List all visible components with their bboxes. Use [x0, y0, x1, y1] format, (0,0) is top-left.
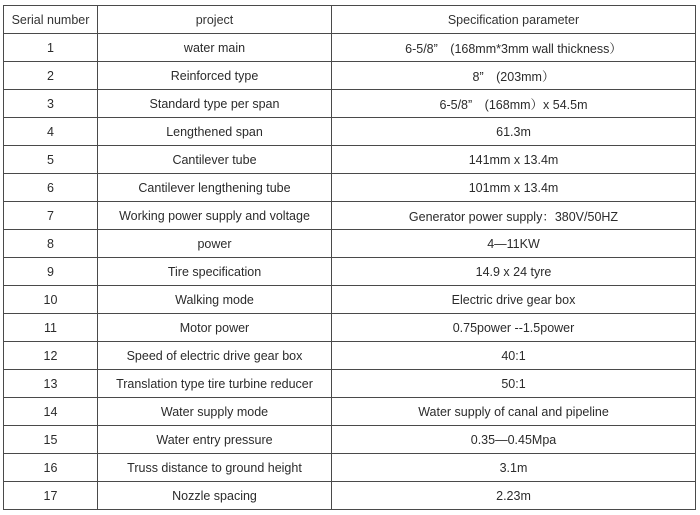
table-row [4, 34, 696, 62]
cell-specification: 6-5/8” (168mm*3mm wall thickness） [332, 34, 696, 62]
cell-project: Standard type per span [98, 90, 332, 118]
cell-specification: 3.1m [332, 454, 696, 482]
table-header [4, 6, 696, 34]
cell-project: Tire specification [98, 258, 332, 286]
cell-serial-number: 17 [4, 482, 98, 510]
cell-project: Cantilever lengthening tube [98, 174, 332, 202]
cell-project: Nozzle spacing [98, 482, 332, 510]
table-row [4, 90, 696, 118]
cell-specification: Generator power supply：380V/50HZ [332, 202, 696, 230]
table-row [4, 398, 696, 426]
cell-serial-number: 6 [4, 174, 98, 202]
header-row [4, 6, 696, 34]
cell-project: Lengthened span [98, 118, 332, 146]
cell-serial-number: 3 [4, 90, 98, 118]
table-row [4, 314, 696, 342]
cell-project: Walking mode [98, 286, 332, 314]
table-row [4, 62, 696, 90]
table-row [4, 286, 696, 314]
table-row [4, 426, 696, 454]
header-serial-number: Serial number [4, 6, 98, 34]
table-row [4, 118, 696, 146]
cell-specification: 14.9 x 24 tyre [332, 258, 696, 286]
table-row [4, 454, 696, 482]
cell-project: Translation type tire turbine reducer [98, 370, 332, 398]
header-specification-parameter: Specification parameter [332, 6, 696, 34]
table-row [4, 482, 696, 510]
cell-project: Speed of electric drive gear box [98, 342, 332, 370]
cell-serial-number: 8 [4, 230, 98, 258]
header-project: project [98, 6, 332, 34]
table-body [4, 34, 696, 510]
table-row [4, 342, 696, 370]
cell-specification: 141mm x 13.4m [332, 146, 696, 174]
cell-serial-number: 10 [4, 286, 98, 314]
cell-project: Truss distance to ground height [98, 454, 332, 482]
cell-specification: 6-5/8” (168mm）x 54.5m [332, 90, 696, 118]
cell-specification: Electric drive gear box [332, 286, 696, 314]
cell-serial-number: 9 [4, 258, 98, 286]
cell-project: Motor power [98, 314, 332, 342]
cell-serial-number: 13 [4, 370, 98, 398]
cell-specification: 40:1 [332, 342, 696, 370]
table-row [4, 258, 696, 286]
cell-serial-number: 14 [4, 398, 98, 426]
table-row [4, 202, 696, 230]
cell-specification: 8” (203mm） [332, 62, 696, 90]
cell-serial-number: 2 [4, 62, 98, 90]
cell-project: water main [98, 34, 332, 62]
cell-specification: 0.75power --1.5power [332, 314, 696, 342]
cell-serial-number: 5 [4, 146, 98, 174]
cell-project: Water supply mode [98, 398, 332, 426]
cell-serial-number: 7 [4, 202, 98, 230]
cell-serial-number: 15 [4, 426, 98, 454]
cell-serial-number: 12 [4, 342, 98, 370]
cell-specification: 101mm x 13.4m [332, 174, 696, 202]
cell-specification: 4—11KW [332, 230, 696, 258]
cell-serial-number: 11 [4, 314, 98, 342]
cell-specification: 61.3m [332, 118, 696, 146]
table-row [4, 230, 696, 258]
cell-specification: 50:1 [332, 370, 696, 398]
cell-project: Water entry pressure [98, 426, 332, 454]
cell-project: Cantilever tube [98, 146, 332, 174]
cell-project: Working power supply and voltage [98, 202, 332, 230]
cell-specification: 0.35—0.45Mpa [332, 426, 696, 454]
table-row [4, 174, 696, 202]
cell-specification: 2.23m [332, 482, 696, 510]
cell-serial-number: 16 [4, 454, 98, 482]
cell-specification: Water supply of canal and pipeline [332, 398, 696, 426]
cell-serial-number: 1 [4, 34, 98, 62]
cell-serial-number: 4 [4, 118, 98, 146]
table-row [4, 370, 696, 398]
table-row [4, 146, 696, 174]
cell-project: Reinforced type [98, 62, 332, 90]
cell-project: power [98, 230, 332, 258]
specification-table [3, 5, 696, 510]
